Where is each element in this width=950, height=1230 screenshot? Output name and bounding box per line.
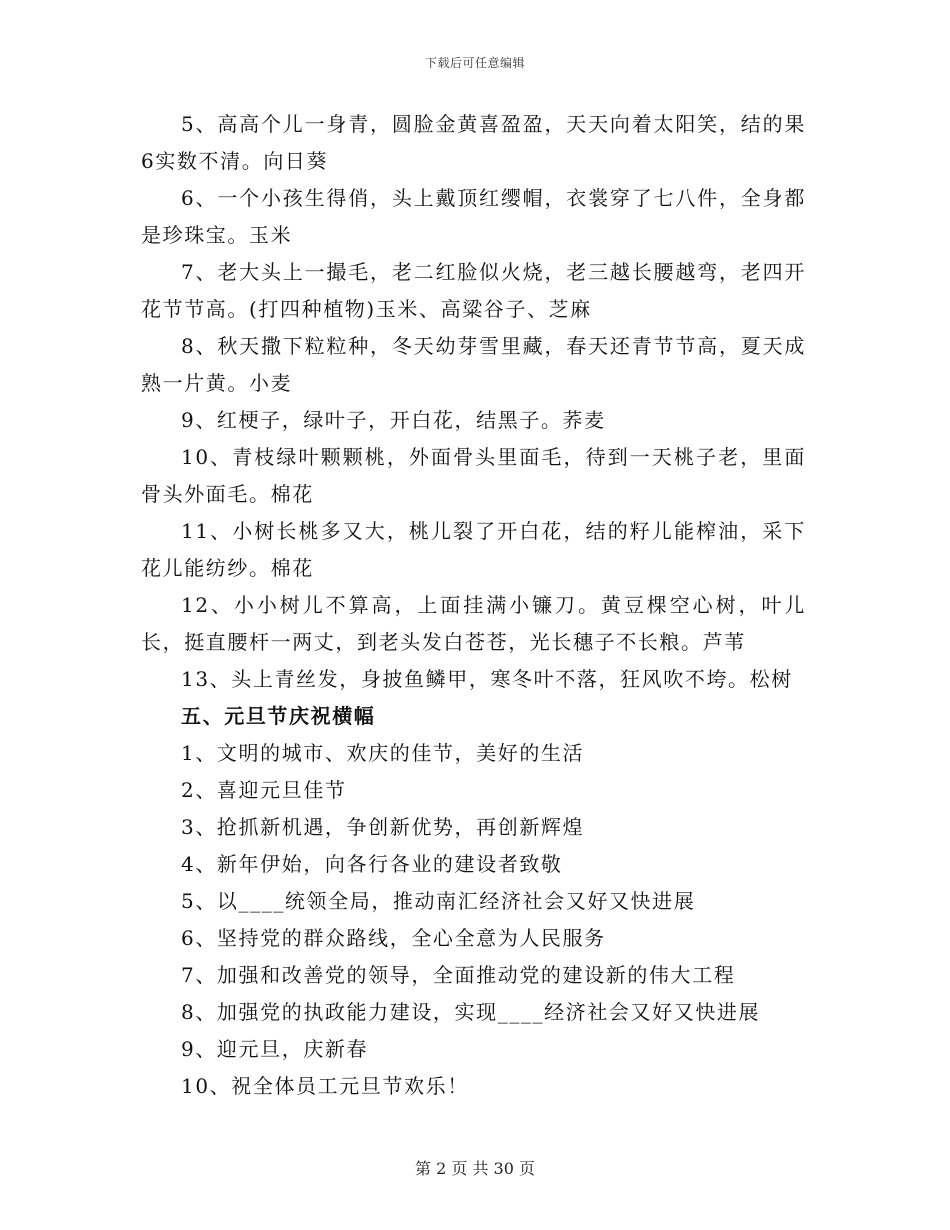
riddle-paragraph: 12、小小树儿不算高，上面挂满小镰刀。黄豆棵空心树，叶儿长，挺直腰杆一两丈，到老头发白苍苍，光长穗子不长粮。芦苇: [141, 593, 806, 654]
banner-slogan: 2、喜迎元旦佳节: [181, 778, 347, 802]
page-number-footer: 第 2 页 共 30 页: [415, 1159, 535, 1178]
banner-slogan: 10、祝全体员工元旦节欢乐！: [181, 1074, 469, 1098]
page-header: 下载后可任意编辑: [424, 56, 525, 70]
banner-slogan: 9、迎元旦，庆新春: [181, 1037, 369, 1061]
riddle-paragraph: 13、头上青丝发，身披鱼鳞甲，寒冬叶不落，狂风吹不垮。松树: [181, 667, 793, 691]
riddle-paragraph: 11、小树长桃多又大，桃儿裂了开白花，结的籽儿能榨油，采下花儿能纺纱。棉花: [141, 519, 806, 580]
banner-slogan: 8、加强党的执政能力建设，实现____经济社会又好又快进展: [181, 1000, 761, 1024]
banner-slogan: 5、以____统领全局，推动南汇经济社会又好又快进展: [181, 889, 696, 913]
riddle-paragraph: 8、秋天撒下粒粒种，冬天幼芽雪里藏，春天还青节节高，夏天成熟一片黄。小麦: [141, 334, 806, 395]
banner-slogan: 1、文明的城市、欢庆的佳节，美好的生活: [181, 741, 585, 765]
banner-slogan: 6、坚持党的群众路线，全心全意为人民服务: [181, 926, 606, 950]
document-body: [141, 106, 806, 1105]
riddle-paragraph: 9、红梗子，绿叶子，开白花，结黑子。荞麦: [181, 408, 606, 432]
banner-slogan: 4、新年伊始，向各行各业的建设者致敬: [181, 852, 563, 876]
riddle-paragraph: 6、一个小孩生得俏，头上戴顶红缨帽，衣裳穿了七八件，全身都是珍珠宝。玉米: [141, 186, 806, 247]
riddle-paragraph: 7、老大头上一撮毛，老二红脸似火烧，老三越长腰越弯，老四开花节节高。(打四种植物)玉米、高粱谷子、芝麻: [141, 260, 806, 321]
banner-slogan: 3、抢抓新机遇，争创新优势，再创新辉煌: [181, 815, 585, 839]
section-heading: 五、元旦节庆祝横幅: [181, 704, 376, 728]
riddle-paragraph: 5、高高个儿一身青，圆脸金黄喜盈盈，天天向着太阳笑，结的果6实数不清。向日葵: [141, 112, 806, 173]
riddle-paragraph: 10、青枝绿叶颗颗桃，外面骨头里面毛，待到一天桃子老，里面骨头外面毛。棉花: [141, 445, 806, 506]
banner-slogan: 7、加强和改善党的领导，全面推动党的建设新的伟大工程: [181, 963, 736, 987]
